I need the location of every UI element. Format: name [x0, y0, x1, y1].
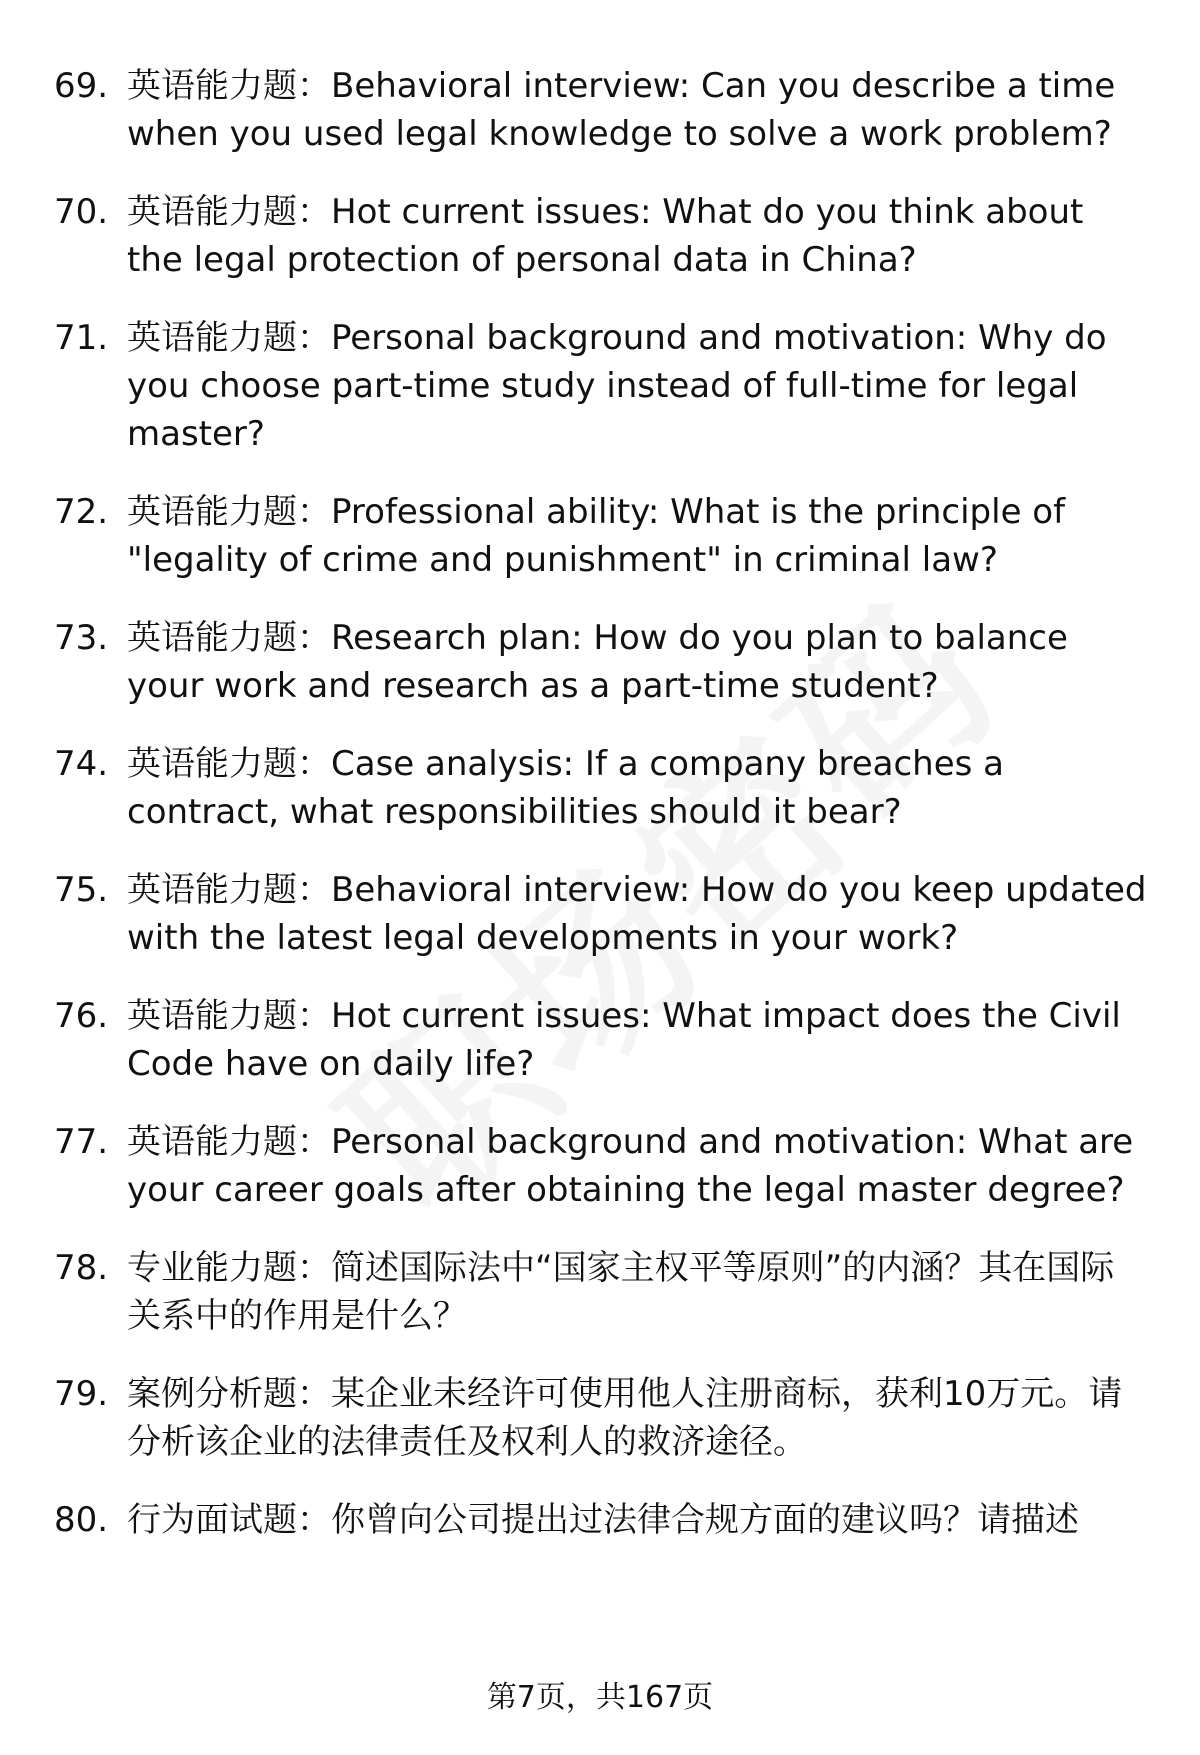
question-text: 英语能力题：Behavioral interview: How do you keep updated with the latest legal developments in your work? [127, 870, 1147, 958]
question-item [0, 740, 1200, 836]
question-text: 案例分析题：某企业未经许可使用他人注册商标，获利10万元。请分析该企业的法律责任及权利人的救济途径。 [127, 1374, 1123, 1462]
question-text: 英语能力题：Personal background and motivation: Why do you choose part-time study instead of full-time for legal master? [127, 318, 1107, 454]
question-text: 英语能力题：Case analysis: If a company breaches a contract, what responsibilities should it bear? [127, 744, 1004, 832]
question-item [0, 992, 1200, 1088]
question-text: 行为面试题：你曾向公司提出过法律合规方面的建议吗？请描述 [127, 1500, 1079, 1540]
question-text: 英语能力题：Professional ability: What is the principle of "legality of crime and punishment" in criminal law? [127, 492, 1066, 580]
question-item [0, 314, 1200, 458]
question-number: 72. [54, 492, 109, 532]
question-text: 英语能力题：Behavioral interview: Can you describe a time when you used legal knowledge to solve a work problem? [127, 66, 1116, 154]
question-item [0, 1244, 1200, 1340]
question-number: 70. [54, 192, 109, 232]
question-item [0, 1496, 1200, 1544]
question-number: 73. [54, 618, 109, 658]
question-number: 77. [54, 1122, 109, 1162]
page-number: 第7页，共167页 [486, 1680, 714, 1715]
question-text: 英语能力题：Personal background and motivation: What are your career goals after obtaining the legal master degree? [127, 1122, 1134, 1210]
question-item [0, 1370, 1200, 1466]
question-text: 专业能力题：简述国际法中“国家主权平等原则”的内涵？其在国际关系中的作用是什么？ [127, 1248, 1115, 1336]
question-item [0, 1118, 1200, 1214]
question-text: 英语能力题：Research plan: How do you plan to balance your work and research as a part-time student? [127, 618, 1068, 706]
question-number: 79. [54, 1374, 109, 1414]
question-item [0, 188, 1200, 284]
question-number: 71. [54, 318, 109, 358]
question-item [0, 614, 1200, 710]
question-number: 74. [54, 744, 109, 784]
question-text: 英语能力题：Hot current issues: What impact does the Civil Code have on daily life? [127, 996, 1121, 1084]
question-list [0, 62, 1200, 1574]
question-item [0, 62, 1200, 158]
question-item [0, 866, 1200, 962]
question-number: 69. [54, 66, 109, 106]
question-number: 78. [54, 1248, 109, 1288]
question-text: 英语能力题：Hot current issues: What do you think about the legal protection of personal data in China? [127, 192, 1084, 280]
question-number: 80. [54, 1500, 109, 1540]
question-item [0, 488, 1200, 584]
question-number: 76. [54, 996, 109, 1036]
question-number: 75. [54, 870, 109, 910]
